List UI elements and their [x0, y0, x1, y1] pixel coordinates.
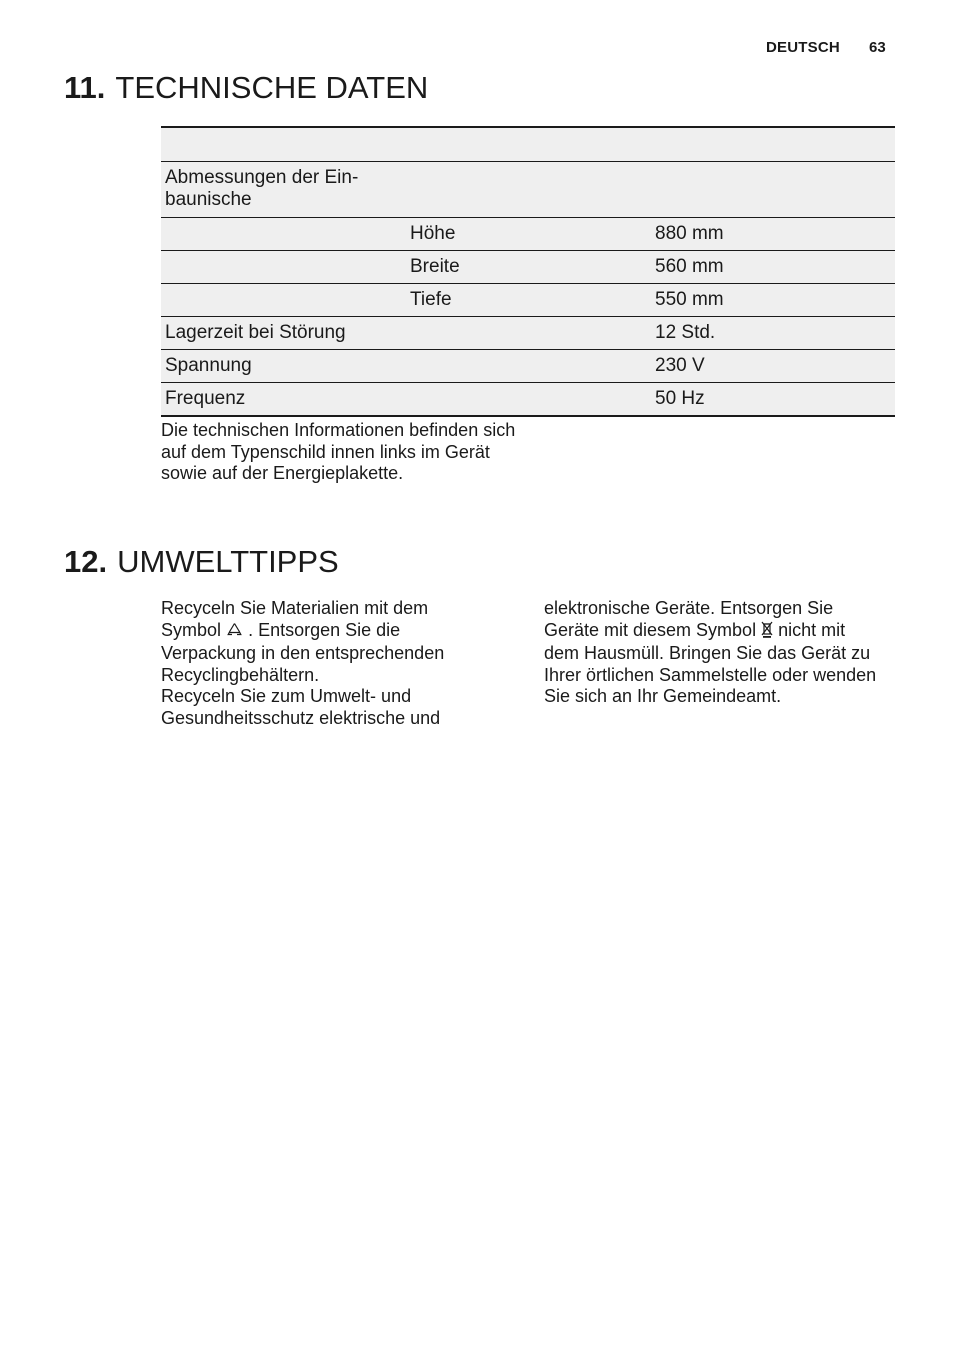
table-row — [161, 128, 895, 162]
section-number: 11. — [64, 70, 106, 105]
paragraph-text: Recyceln Sie Materialien mit dem Symbol — [161, 598, 429, 640]
table-cell: Abmessungen der Ein- baunische — [165, 167, 359, 210]
table-cell: 50 Hz — [655, 388, 705, 409]
technical-data-table — [161, 126, 895, 417]
header-language: DEUTSCH — [766, 39, 840, 56]
section-heading-technical-data — [64, 70, 428, 106]
crossed-out-bin-icon — [761, 621, 773, 644]
page-number: 63 — [869, 39, 886, 56]
table-cell: 230 V — [655, 355, 705, 376]
table-row — [161, 350, 895, 383]
paragraph-text: nicht mit dem Hausmüll. Bringen Sie das Gerät zu Ihrer örtlichen Sammelstelle oder wenden Sie sich an Ihr Gemeindeamt. — [544, 619, 877, 706]
table-row — [161, 162, 895, 218]
table-cell: Lagerzeit bei Störung — [165, 322, 346, 343]
technical-info-note: Die technischen Informationen befinden sich auf dem Typenschild innen links im Gerät sowie auf der Energieplakette. — [161, 420, 516, 483]
table-row — [161, 284, 895, 317]
table-cell: 880 mm — [655, 223, 724, 244]
table-cell: 12 Std. — [655, 322, 716, 343]
table-cell: Spannung — [165, 355, 252, 376]
table-cell: 550 mm — [655, 289, 724, 310]
section-title: UMWELTTIPPS — [117, 544, 339, 579]
table-row — [161, 383, 895, 417]
table-row — [161, 317, 895, 350]
table-row — [161, 251, 895, 284]
table-cell: Höhe — [410, 223, 456, 244]
environment-text-right — [544, 598, 884, 708]
recycle-icon — [226, 622, 243, 644]
section-title: TECHNISCHE DATEN — [115, 70, 429, 105]
paragraph-text: . Entsorgen Sie die Verpackung in den entsprechenden Recyclingbehältern. — [161, 619, 445, 685]
table-cell: Frequenz — [165, 388, 246, 409]
table-cell: Tiefe — [410, 289, 452, 310]
table-cell: 560 mm — [655, 256, 724, 277]
table-cell: Breite — [410, 256, 460, 277]
paragraph-text: Recyceln Sie zum Umwelt- und Gesundheitsschutz elektrische und — [161, 686, 441, 728]
paragraph-text: elektronische Geräte. Entsorgen Sie Geräte mit diesem Symbol — [544, 598, 834, 640]
section-number: 12. — [64, 544, 108, 579]
section-heading-environment-tips — [64, 544, 339, 580]
environment-text-left — [161, 598, 491, 729]
table-row — [161, 218, 895, 251]
